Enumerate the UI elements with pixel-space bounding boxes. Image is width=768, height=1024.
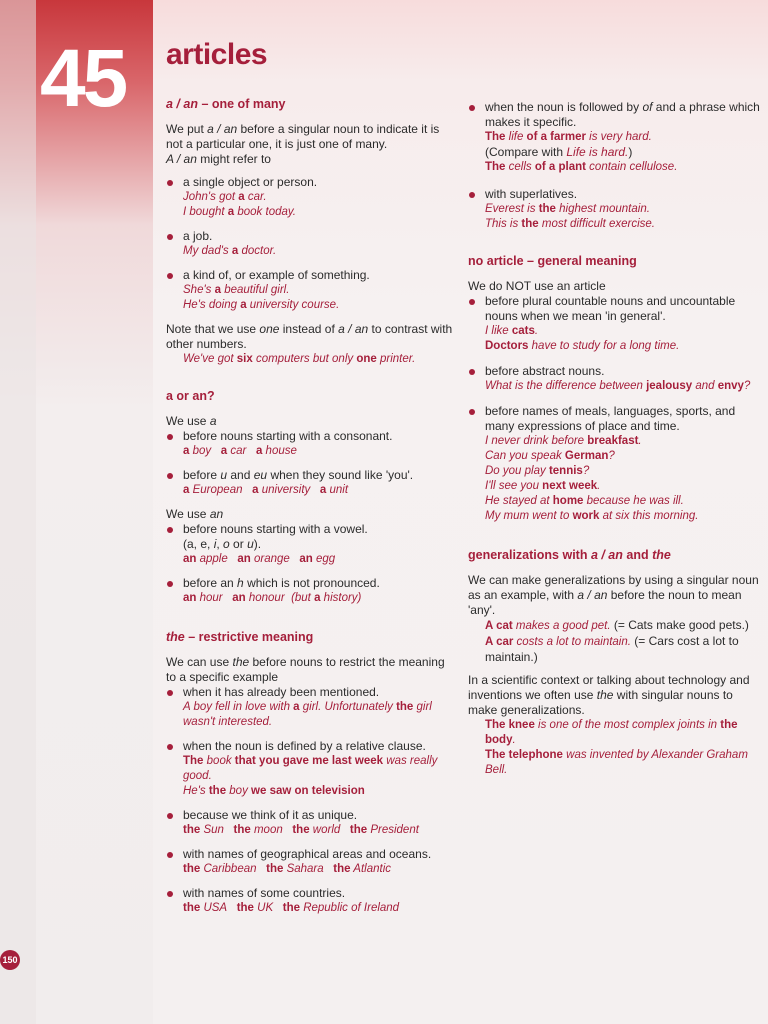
bullet-item: before an h which is not pronounced. an hour an honour (but a history) [166, 576, 456, 606]
page-number-badge: 150 [0, 950, 20, 970]
paragraph: We can make generalizations by using a singular noun as an example, with a / an before the noun to mean 'any'. [468, 573, 759, 617]
section-heading-a-or-an: a or an? [166, 389, 215, 403]
bullet-item: before names of meals, languages, sports, and many expressions of place and time. I never drink before breakfast. Can you speak German? Do you play tennis? I'll see you next week. He stayed at home because he was ill. My mum went to work at six this morning. [468, 404, 760, 524]
paragraph: We use an [166, 507, 224, 521]
bullet-item: when the noun is followed by of and a phrase which makes it specific. The life of a farmer is very hard. (Compare with Life is hard.) The cells of a plant contain cellulose. [468, 100, 760, 175]
bullet-item: with names of some countries. the USA the UK the Republic of Ireland [166, 886, 456, 916]
section-heading-no-article: no article – general meaning [468, 254, 637, 268]
bullet-item: a job. My dad's a doctor. [166, 229, 456, 259]
bullet-item: with superlatives. Everest is the highest mountain. This is the most difficult exercise. [468, 187, 760, 232]
section-heading-generalizations: generalizations with a / an and the [468, 548, 671, 562]
page-edge [0, 0, 36, 1024]
example: A car costs a lot to maintain. (= Cars cost a lot to maintain.) [485, 634, 739, 664]
bullet-item: before nouns starting with a consonant. a boy a car a house [166, 429, 456, 459]
bullet-item: when the noun is defined by a relative clause. The book that you gave me last week was really good. He's the boy we saw on television [166, 739, 456, 799]
chapter-number: 45 [40, 33, 126, 124]
bullet-item: because we think of it as unique. the Sun the moon the world the President [166, 808, 456, 838]
paragraph: We put a / an before a singular noun to indicate it is not a particular one, it is just one of many. [166, 122, 440, 151]
bullet-item: when it has already been mentioned. A boy fell in love with a girl. Unfortunately the girl wasn't interested. [166, 685, 456, 730]
paragraph: Note that we use one instead of a / an to contrast with other numbers. [166, 322, 453, 351]
paragraph: We can use the before nouns to restrict the meaning to a specific example [166, 655, 445, 684]
bullet-item: before u and eu when they sound like 'you'. a European a university a unit [166, 468, 456, 498]
bullet-item: before abstract nouns. What is the difference between jealousy and envy? [468, 364, 760, 394]
section-heading-the: the – restrictive meaning [166, 630, 314, 644]
example: The knee is one of the most complex joints in the body. [485, 719, 738, 746]
bullet-item: before plural countable nouns and uncountable nouns when we mean 'in general'. I like cats. Doctors have to study for a long time. [468, 294, 760, 354]
right-column [468, 100, 760, 778]
paragraph: In a scientific context or talking about technology and inventions we often use the with singular nouns to make generalizations. [468, 673, 750, 717]
example: A cat makes a good pet. (= Cats make good pets.) [485, 618, 749, 632]
page-title: articles [166, 38, 268, 71]
bullet-item: with names of geographical areas and oceans. the Caribbean the Sahara the Atlantic [166, 847, 456, 877]
left-column [166, 97, 456, 925]
bullet-item: a kind of, or example of something. She's a beautiful girl. He's doing a university course. [166, 268, 456, 313]
paragraph: We do NOT use an article [468, 279, 606, 293]
example: The telephone was invented by Alexander Graham Bell. [485, 749, 748, 776]
paragraph: We use a [166, 414, 217, 428]
example: We've got six computers but only one printer. [183, 353, 416, 365]
section-heading-a-an: a / an – one of many [166, 97, 286, 111]
bullet-item: a single object or person. John's got a car. I bought a book today. [166, 175, 456, 220]
bullet-item: before nouns starting with a vowel. (a, e, i, o or u). an apple an orange an egg [166, 522, 456, 567]
paragraph: A / an might refer to [166, 152, 271, 166]
